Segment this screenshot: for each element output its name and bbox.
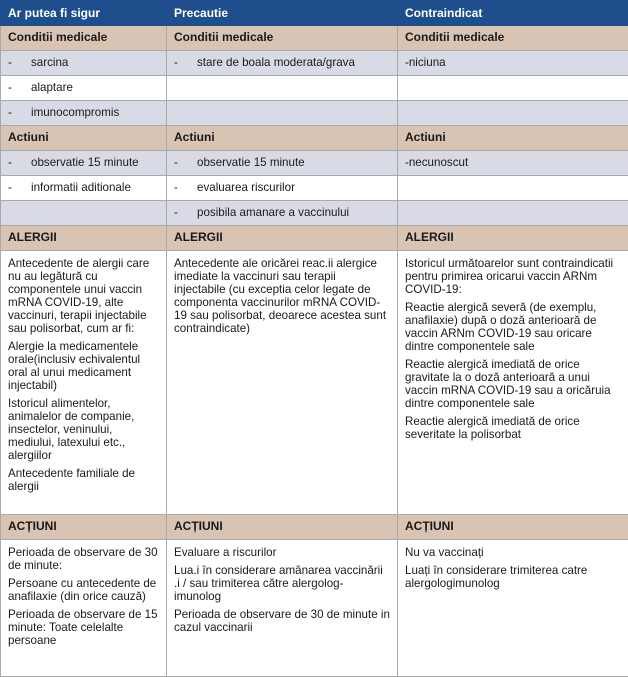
table-cell (167, 101, 398, 126)
table-cell (398, 176, 628, 201)
cell-text: sarcina (31, 56, 68, 69)
table-cell (398, 101, 628, 126)
paragraph: Istoricul următoarelor sunt contraindicatii pentru primirea oricarui vaccin ARNm COVID-19: (405, 257, 621, 296)
table-cell (167, 51, 398, 76)
table-cell (1, 151, 167, 176)
table-cell (398, 201, 628, 226)
section-title: ACȚIUNI (1, 515, 167, 540)
actions2-section-row (1, 515, 628, 540)
cell-text: informatii aditionale (31, 181, 131, 194)
paragraph: Reactie alergică severă (de exemplu, anafilaxie) după o doză anterioară de vaccin ARNm COVID-19 sau oricare dintre componentele sale (405, 301, 621, 353)
table-cell (1, 51, 167, 76)
bullet-dash: - (8, 81, 31, 94)
paragraph: Perioada de observare de 30 de minute in cazul vaccinarii (174, 608, 390, 634)
paragraph: Antecedente de alergii care nu au legătură cu componentele unui vaccin mRNA COVID-19, alte vaccinuri, terapii injectabile sau polisorbat, cum ar fi: (8, 257, 159, 335)
cell-text: -necunoscut (405, 156, 468, 169)
actions2-safe-cell (1, 540, 167, 677)
cell-text: stare de boala moderata/grava (197, 56, 355, 69)
section-title: ACȚIUNI (167, 515, 398, 540)
section-title: Actiuni (398, 126, 628, 151)
header-precaution: Precautie (167, 1, 398, 26)
bullet-dash: - (174, 181, 197, 194)
table-row (1, 101, 628, 126)
table-cell (167, 176, 398, 201)
paragraph: Antecedente ale oricărei reac.ii alergice imediate la vaccinuri sau terapii injectabile (cu exceptia celor legate de componenta vaccinurilor mRNA COVID-19 sau polisorbat, deoarece acestea sunt contraindicate) (174, 257, 390, 335)
allergies-content-row (1, 251, 628, 515)
table-cell (167, 151, 398, 176)
bullet-dash: - (8, 56, 31, 69)
paragraph: Istoricul alimentelor, animalelor de companie, insectelor, veninului, mediului, latexului etc., alergiilor (8, 397, 159, 462)
table-row (1, 76, 628, 101)
paragraph: Reactie alergică imediată de orice severitate la polisorbat (405, 415, 621, 441)
table-row (1, 51, 628, 76)
cell-text: -niciuna (405, 56, 446, 69)
table-cell (1, 176, 167, 201)
section-title: Conditii medicale (167, 26, 398, 51)
paragraph: Perioada de observare de 15 minute: Toate celelalte persoane (8, 608, 159, 647)
cell-text: observatie 15 minute (197, 156, 305, 169)
cell-text: alaptare (31, 81, 73, 94)
cell-text: observatie 15 minute (31, 156, 139, 169)
allergies-safe-cell (1, 251, 167, 515)
table-cell (1, 101, 167, 126)
table-cell (398, 76, 628, 101)
bullet-dash: - (174, 156, 197, 169)
table-header-row (1, 1, 628, 26)
section-title: Conditii medicale (1, 26, 167, 51)
bullet-dash: - (8, 181, 31, 194)
section-title: Conditii medicale (398, 26, 628, 51)
header-contraindicated: Contraindicat (398, 1, 628, 26)
section-title: ALERGII (398, 226, 628, 251)
table-cell (1, 76, 167, 101)
table-row (1, 201, 628, 226)
actions2-contraindicated-cell (398, 540, 628, 677)
paragraph: Persoane cu antecedente de anafilaxie (din orice cauză) (8, 577, 159, 603)
section-title: Actiuni (1, 126, 167, 151)
paragraph: Evaluare a riscurilor (174, 546, 390, 559)
cell-text: imunocompromis (31, 106, 119, 119)
table-cell (398, 151, 628, 176)
section-title: Actiuni (167, 126, 398, 151)
cell-text: evaluarea riscurilor (197, 181, 295, 194)
paragraph: Nu va vaccinați (405, 546, 621, 559)
cell-text: posibila amanare a vaccinului (197, 206, 349, 219)
paragraph: Luați în considerare trimiterea catre alergologimunolog (405, 564, 621, 590)
bullet-dash: - (174, 56, 197, 69)
header-safe: Ar putea fi sigur (1, 1, 167, 26)
allergies-precaution-cell (167, 251, 398, 515)
table-cell (167, 201, 398, 226)
section-title: ACȚIUNI (398, 515, 628, 540)
paragraph: Antecedente familiale de alergii (8, 467, 159, 493)
table-row (1, 176, 628, 201)
paragraph: Perioada de observare de 30 de minute: (8, 546, 159, 572)
paragraph: Reactie alergică imediată de orice gravitate la o doză anterioară a unui vaccin mRNA COVID-19 sau a oricăruia dintre componentele sale (405, 358, 621, 410)
actions-section-row (1, 126, 628, 151)
actions2-precaution-cell (167, 540, 398, 677)
table-cell (398, 51, 628, 76)
paragraph: Alergie la medicamentele orale(inclusiv echivalentul oral al unui medicament injectabil) (8, 340, 159, 392)
table-cell (1, 201, 167, 226)
bullet-dash: - (174, 206, 197, 219)
section-title: ALERGII (1, 226, 167, 251)
conditions-section-row (1, 26, 628, 51)
table-row (1, 151, 628, 176)
allergies-contraindicated-cell (398, 251, 628, 515)
section-title: ALERGII (167, 226, 398, 251)
table-cell (167, 76, 398, 101)
bullet-dash: - (8, 156, 31, 169)
actions2-content-row (1, 540, 628, 677)
paragraph: Lua.i în considerare amânarea vaccinării .i / sau trimiterea către alergolog-imunolog (174, 564, 390, 603)
allergies-section-row (1, 226, 628, 251)
bullet-dash: - (8, 106, 31, 119)
